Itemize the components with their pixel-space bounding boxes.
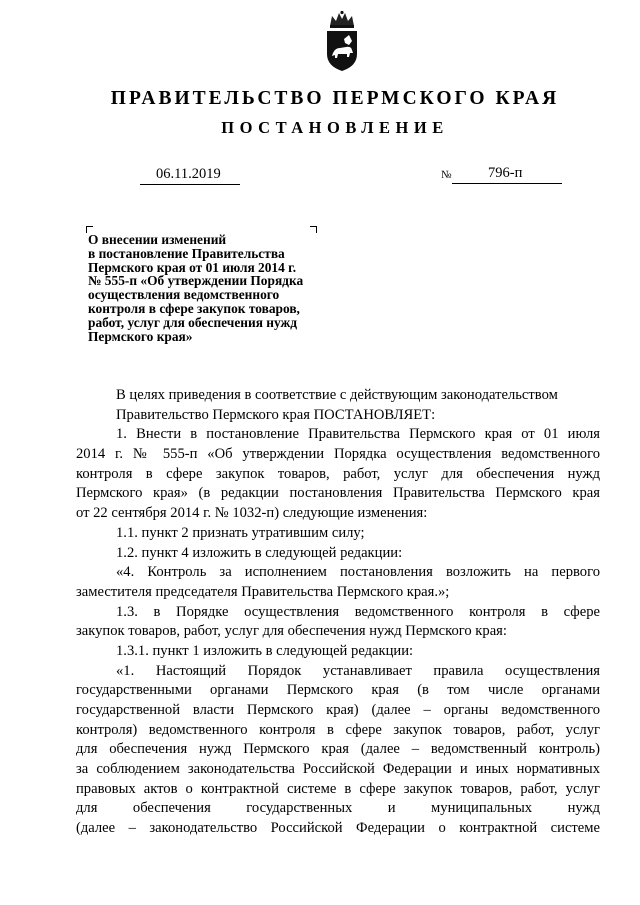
body-line: (далее – законодательство Российской Федерации о контрактной системе: [76, 820, 600, 837]
title-line: Пермского края от 01 июля 2014 г.: [88, 259, 297, 275]
body-line: «1. Настоящий Порядок устанавливает правила осуществления: [116, 662, 600, 679]
title-line: в постановление Правительства: [88, 245, 285, 261]
body-line: от 22 сентября 2014 г. № 1032-п) следующие изменения:: [76, 505, 428, 522]
date-field: [140, 166, 240, 185]
body-line: правовых актов о контрактной системе в сфере закупок товаров, работ, услуг: [76, 780, 600, 797]
title-line: осуществления ведомственного: [88, 287, 280, 303]
body-line: за соблюдением законодательства Российской Федерации и иных нормативных: [76, 761, 600, 778]
body-line: Правительство Пермского края ПОСТАНОВЛЯЕТ:: [116, 406, 436, 423]
document-title: [88, 233, 348, 343]
document-body: [76, 386, 600, 839]
document-date: 06.11.2019: [156, 166, 221, 182]
body-line: 1.1. пункт 2 признать утратившим силу;: [116, 524, 365, 541]
body-line: 2014 г. № 555-п «Об утверждении Порядка осуществления ведомственного: [76, 446, 600, 463]
body-line: контроля в сфере закупок товаров, работ, услуг для обеспечения нужд: [76, 465, 600, 482]
body-line: государственной власти Пермского края) (далее – органы ведомственного: [76, 702, 600, 718]
title-line: № 555-п «Об утверждении Порядка: [88, 273, 304, 289]
body-line: заместителя председателя Правительства Пермского края.»;: [76, 583, 450, 600]
body-line: «4. Контроль за исполнением постановления возложить на первого: [116, 564, 600, 581]
body-line: для обеспечения государственных и муниципальных нужд: [76, 800, 600, 817]
number-label: №: [441, 169, 452, 181]
body-line: государственными органами Пермского края (в том числе органами: [76, 682, 600, 699]
title-line: Пермского края»: [88, 328, 193, 344]
number-field: [452, 165, 562, 184]
title-corner-right: [310, 226, 317, 233]
body-line: 1. Внести в постановление Правительства Пермского края от 01 июля: [116, 426, 600, 443]
body-line: В целях приведения в соответствие с действующим законодательством: [116, 387, 558, 403]
title-line: работ, услуг для обеспечения нужд: [88, 314, 298, 330]
body-line: Пермского края» (в редакции постановления Правительства Пермского края: [76, 485, 600, 502]
document-number: 796-п: [488, 165, 523, 181]
body-line: 1.3. в Порядке осуществления ведомственного контроля в сфере: [116, 603, 600, 620]
title-line: контроля в сфере закупок товаров,: [88, 300, 300, 316]
body-line: для обеспечения нужд Пермского края (далее – ведомственный контроль): [76, 741, 600, 758]
document-type: ПОСТАНОВЛЕНИЕ: [221, 118, 449, 137]
body-line: закупок товаров, работ, услуг для обеспечения нужд Пермского края:: [76, 623, 507, 640]
title-line: О внесении изменений: [88, 232, 227, 247]
body-line: контроля) ведомственного контроля в сфере закупок товаров, работ, услуг: [76, 721, 600, 738]
body-line: 1.3.1. пункт 1 изложить в следующей редакции:: [116, 642, 414, 659]
body-line: 1.2. пункт 4 изложить в следующей редакции:: [116, 544, 403, 561]
government-title: ПРАВИТЕЛЬСТВО ПЕРМСКОГО КРАЯ: [110, 88, 560, 109]
perm-krai-emblem: [324, 10, 360, 72]
